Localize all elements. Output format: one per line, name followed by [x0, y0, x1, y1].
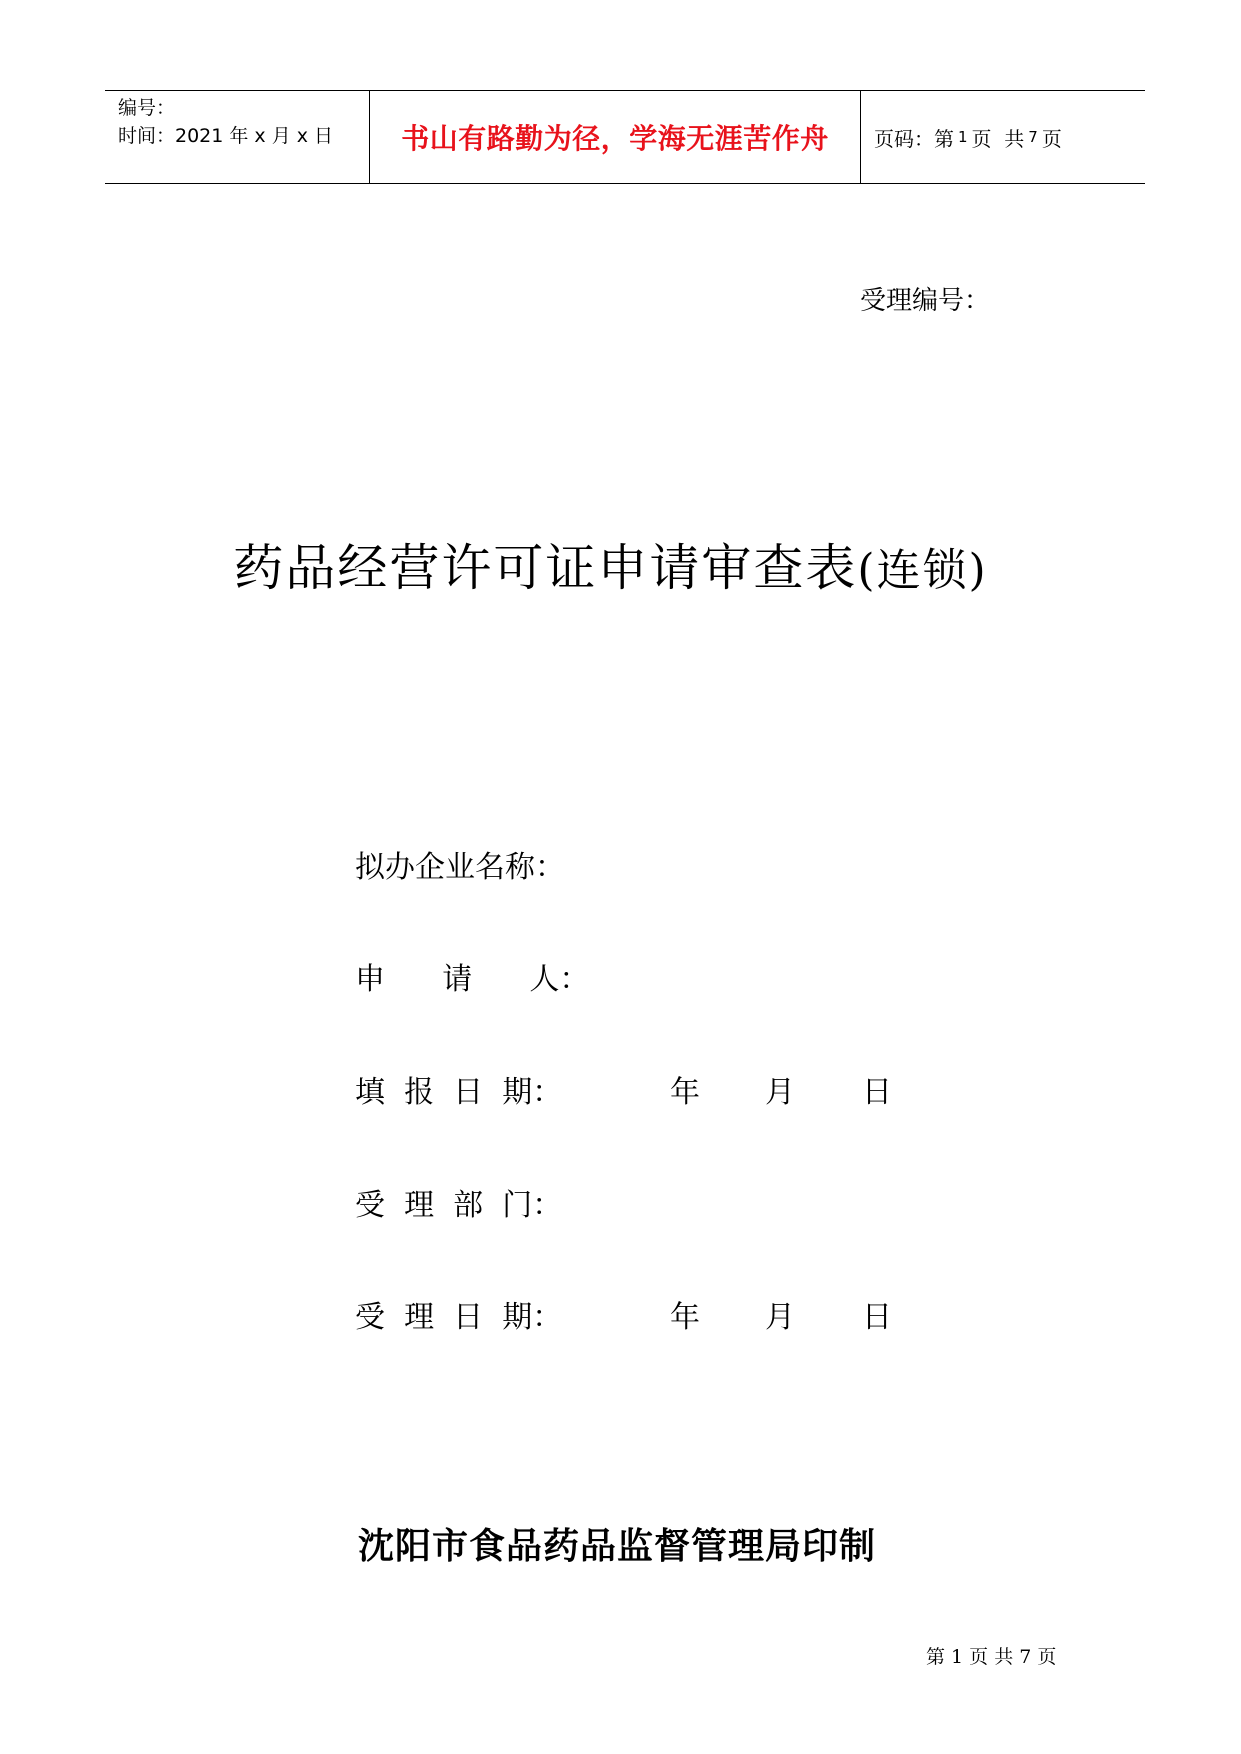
header-page-cell [861, 91, 1145, 183]
field-dept-label: 受 理 部 门： [355, 1188, 563, 1223]
field-company-label: 拟办企业名称： [355, 850, 565, 885]
number-label: 编号： [118, 97, 176, 119]
motto-text: 书山有路勤为径，学海无涯苦作舟 [401, 122, 829, 155]
page-label: 页码：第 [874, 126, 954, 151]
accept-date-year: 年 [670, 1300, 700, 1335]
fill-date-month: 月 [765, 1075, 795, 1110]
field-accept-date-label: 受 理 日 期： [355, 1300, 563, 1335]
header-meta-cell [105, 91, 370, 183]
accept-number-label: 受理编号： [860, 286, 991, 316]
accept-date-day: 日 [862, 1300, 892, 1335]
field-applicant-label: 申 请 人： [355, 962, 590, 997]
page-mid: 页 共 [971, 126, 1025, 151]
title-suffix: (连锁) [857, 545, 988, 596]
title-main: 药品经营许可证申请审查表 [233, 539, 858, 597]
header-motto-cell [370, 91, 861, 183]
time-label: 时间：2021 年 x 月 x 日 [118, 125, 334, 147]
field-fill-date-label: 填 报 日 期： [355, 1075, 563, 1110]
page-end: 页 [1041, 126, 1062, 151]
page-total: 7 [1028, 128, 1038, 146]
page-current: 1 [958, 128, 968, 146]
accept-date-month: 月 [765, 1300, 795, 1335]
fill-date-day: 日 [862, 1075, 892, 1110]
footer-page-number: 第 1 页 共 7 页 [926, 1646, 1057, 1668]
document-title [0, 528, 1231, 600]
header-table [105, 90, 1145, 184]
issuer-text: 沈阳市食品药品监督管理局印制 [358, 1525, 877, 1567]
fill-date-year: 年 [670, 1075, 700, 1110]
